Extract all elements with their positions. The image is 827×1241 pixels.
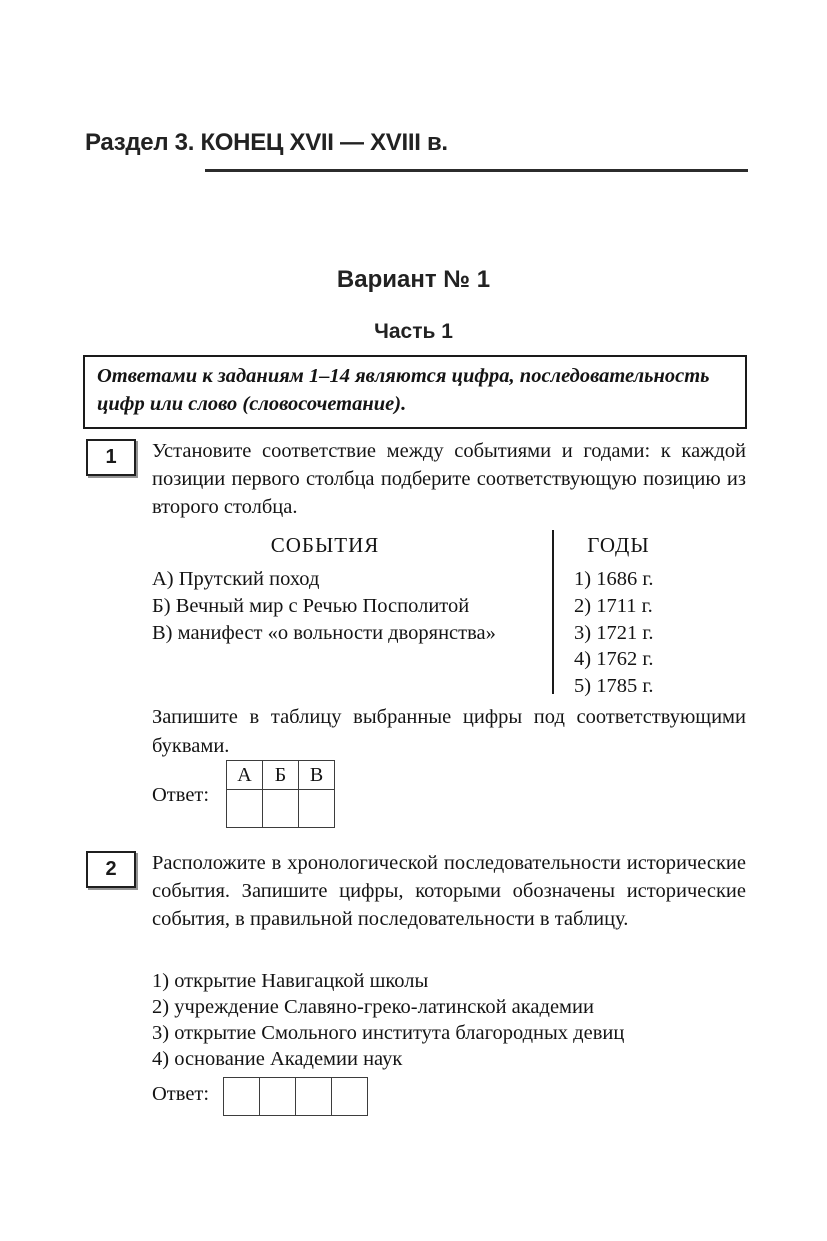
event-item: В) манифест «о вольности дворянства» bbox=[152, 621, 496, 644]
year-item: 5) 1785 г. bbox=[574, 675, 654, 698]
match-right-column-header: ГОДЫ bbox=[587, 533, 650, 557]
task-2-answer-table bbox=[223, 1077, 368, 1116]
year-item: 2) 1711 г. bbox=[574, 594, 653, 617]
variant-title: Вариант № 1 bbox=[336, 266, 491, 293]
task-1-answer-header-row bbox=[227, 761, 335, 790]
task-1-write-note: Запишите в таблицу выбранные цифры под соответствующими буквами. bbox=[152, 706, 746, 757]
answer-cell[interactable] bbox=[299, 790, 335, 828]
answer-cell[interactable] bbox=[263, 790, 299, 828]
year-item: 3) 1721 г. bbox=[574, 621, 654, 644]
section-title: Раздел 3. КОНЕЦ XVII — XVIII в. bbox=[85, 129, 448, 156]
task-2-text: Расположите в хронологической последовательности исторические события. Запишите цифры, которыми обозначены исторические события, в правильной последовательности в таблицу. bbox=[152, 852, 746, 930]
answer-column-letter: А bbox=[227, 761, 263, 790]
task-2-item: 3) открытие Смольного института благородных девиц bbox=[152, 1022, 625, 1044]
events-list bbox=[152, 566, 547, 646]
task-2-item: 1) открытие Навигацкой школы bbox=[152, 970, 429, 992]
answer-cell[interactable] bbox=[296, 1078, 332, 1116]
task-2-number-badge bbox=[86, 851, 136, 888]
year-item: 1) 1686 г. bbox=[574, 568, 654, 590]
answer-cell[interactable] bbox=[224, 1078, 260, 1116]
answer-instruction-box bbox=[83, 355, 747, 429]
task-1-answer-label: Ответ: bbox=[152, 784, 210, 806]
task-1-text: Установите соответствие между событиями и годами: к каждой позиции первого столбца подберите соответствующую позицию из второго столбца. bbox=[152, 440, 746, 518]
answer-cell[interactable] bbox=[332, 1078, 368, 1116]
years-list bbox=[574, 566, 744, 700]
task-1-number: 1 bbox=[105, 446, 117, 468]
answer-column-letter: Б bbox=[263, 761, 299, 790]
task-2-answer-input-row bbox=[224, 1078, 368, 1116]
match-column-divider bbox=[552, 530, 554, 694]
task-2-number: 2 bbox=[105, 858, 117, 880]
task-2-answer-label: Ответ: bbox=[152, 1083, 210, 1105]
task-2-item: 4) основание Академии наук bbox=[152, 1048, 403, 1070]
event-item: Б) Вечный мир с Речью Посполитой bbox=[152, 594, 470, 617]
event-item: А) Прутский поход bbox=[152, 568, 320, 590]
task-1-answer-table bbox=[226, 760, 335, 828]
year-item: 4) 1762 г. bbox=[574, 648, 654, 671]
answer-cell[interactable] bbox=[260, 1078, 296, 1116]
answer-instruction-text: Ответами к заданиям 1–14 являются цифра, последовательность цифр или слово (словосочетание). bbox=[97, 365, 710, 415]
match-left-column-header: СОБЫТИЯ bbox=[270, 533, 380, 557]
part-title: Часть 1 bbox=[374, 320, 453, 343]
answer-cell[interactable] bbox=[227, 790, 263, 828]
task-1-answer-input-row bbox=[227, 790, 335, 828]
task-1-number-badge bbox=[86, 439, 136, 476]
section-title-rule bbox=[205, 169, 748, 172]
task-2-item: 2) учреждение Славяно-греко-латинской академии bbox=[152, 996, 594, 1018]
task-2-items-list bbox=[152, 968, 752, 1072]
answer-column-letter: В bbox=[299, 761, 335, 790]
